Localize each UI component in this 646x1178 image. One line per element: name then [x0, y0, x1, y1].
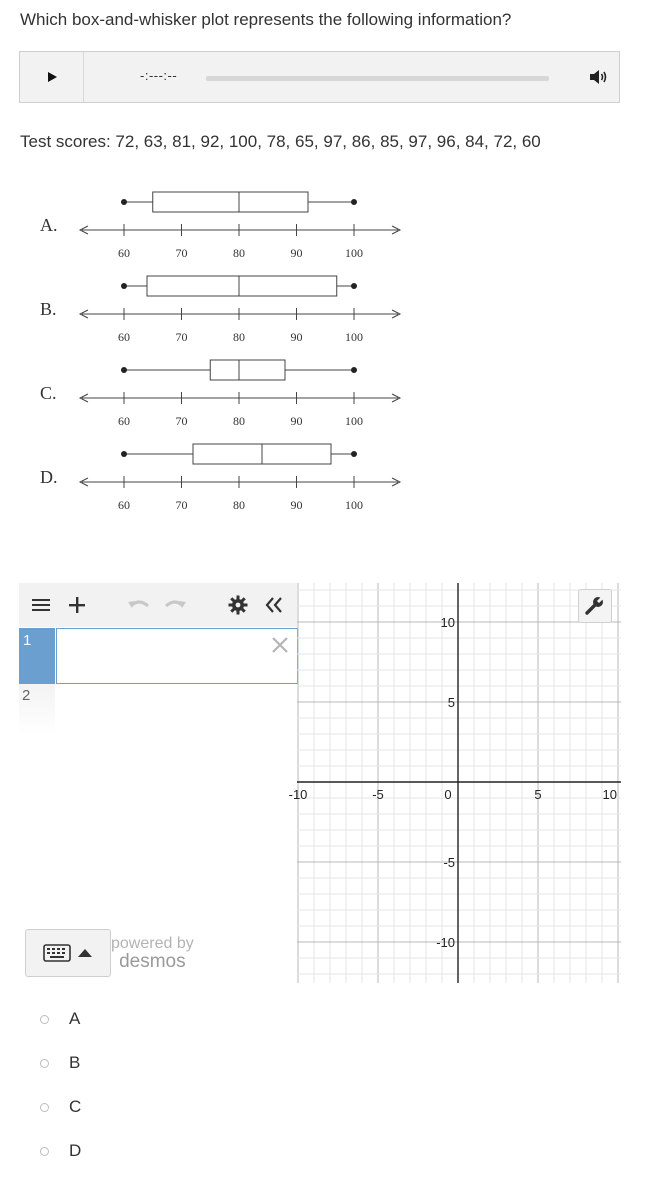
- plus-icon: [68, 596, 86, 614]
- choice-label: D: [69, 1141, 82, 1160]
- plot-letter: D.: [40, 467, 58, 487]
- tick-label: 100: [345, 246, 363, 260]
- menu-button[interactable]: [31, 593, 51, 617]
- double-chevron-left-icon: [264, 596, 284, 614]
- plot-letter: B.: [40, 299, 57, 319]
- choice-label: A: [69, 1009, 81, 1028]
- wrench-icon: [585, 596, 605, 616]
- tick-label: 70: [175, 498, 188, 512]
- plot-letter: C.: [40, 383, 57, 403]
- play-button[interactable]: [20, 52, 84, 102]
- tick-label: 90: [290, 246, 303, 260]
- play-icon: [46, 71, 58, 83]
- expression-input[interactable]: [56, 628, 298, 684]
- x-tick-label: -10: [288, 787, 308, 802]
- y-tick-label: 5: [447, 695, 455, 710]
- radio-button[interactable]: [40, 1059, 49, 1068]
- box-plot-4: [40, 444, 400, 512]
- choice-label: B: [69, 1053, 81, 1072]
- caret-up-icon: [77, 948, 93, 958]
- collapse-panel-button[interactable]: [263, 593, 285, 617]
- expression-row-2[interactable]: [19, 684, 297, 734]
- test-scores: Test scores: 72, 63, 81, 92, 100, 78, 65, 97, 86, 85, 97, 96, 84, 72, 60: [20, 132, 541, 151]
- x-tick-label: -5: [372, 787, 384, 802]
- desmos-logo-text: desmos: [119, 951, 186, 972]
- delete-expression-button[interactable]: [269, 634, 291, 656]
- volume-icon: [588, 66, 610, 88]
- tick-label: 90: [290, 414, 303, 428]
- y-tick-label: 10: [440, 615, 455, 630]
- maximum-point: [351, 199, 357, 205]
- maximum-point: [351, 451, 357, 457]
- choice-c[interactable]: [40, 1095, 81, 1119]
- tick-label: 80: [233, 498, 245, 512]
- tick-label: 70: [175, 330, 188, 344]
- settings-button[interactable]: [227, 593, 249, 617]
- tick-label: 100: [345, 414, 363, 428]
- quartile-box: [210, 360, 285, 380]
- choice-label: C: [69, 1097, 82, 1116]
- tick-label: 80: [233, 246, 245, 260]
- keyboard-toggle-button[interactable]: [25, 929, 111, 977]
- box-plot-3: [40, 360, 400, 428]
- y-tick-label: -5: [443, 855, 455, 870]
- tick-label: 60: [118, 414, 130, 428]
- radio-button[interactable]: [40, 1015, 49, 1024]
- expression-toolbar: [19, 583, 297, 627]
- redo-button[interactable]: [163, 593, 187, 617]
- expression-row-1[interactable]: [19, 628, 297, 684]
- audio-time: -:---:--: [140, 68, 178, 83]
- minimum-point: [121, 451, 127, 457]
- tick-label: 80: [233, 414, 245, 428]
- redo-icon: [163, 597, 187, 613]
- powered-by-desmos[interactable]: [111, 935, 194, 971]
- add-item-button[interactable]: [67, 593, 87, 617]
- radio-button[interactable]: [40, 1147, 49, 1156]
- desmos-calculator: [19, 583, 621, 983]
- tick-label: 60: [118, 498, 130, 512]
- maximum-point: [351, 367, 357, 373]
- row-number: 2: [19, 684, 55, 734]
- minimum-point: [121, 283, 127, 289]
- tick-label: 90: [290, 498, 303, 512]
- x-tick-label: 10: [602, 787, 617, 802]
- powered-by-text: powered by: [111, 935, 194, 952]
- menu-icon: [32, 597, 50, 613]
- box-plot-figure: [30, 180, 410, 520]
- question-text: Which box-and-whisker plot represents the following information?: [20, 10, 512, 29]
- graph-settings-button[interactable]: [578, 589, 612, 623]
- volume-button[interactable]: [588, 66, 610, 88]
- radio-button[interactable]: [40, 1103, 49, 1112]
- minimum-point: [121, 367, 127, 373]
- box-plot-2: [40, 276, 400, 344]
- tick-label: 60: [118, 330, 130, 344]
- x-tick-label: 5: [534, 787, 542, 802]
- undo-button[interactable]: [127, 593, 151, 617]
- expression-panel: [19, 583, 297, 983]
- quartile-box: [147, 276, 337, 296]
- tick-label: 90: [290, 330, 303, 344]
- choice-d[interactable]: [40, 1139, 81, 1163]
- maximum-point: [351, 283, 357, 289]
- y-tick-label: -10: [436, 935, 455, 950]
- choice-a[interactable]: [40, 1007, 80, 1031]
- x-tick-label: 0: [444, 787, 452, 802]
- row-number: 1: [19, 628, 55, 684]
- tick-label: 70: [175, 246, 188, 260]
- quartile-box: [153, 192, 308, 212]
- plot-letter: A.: [40, 215, 58, 235]
- choice-b[interactable]: [40, 1051, 80, 1075]
- tick-label: 60: [118, 246, 130, 260]
- audio-player: [19, 51, 620, 103]
- minimum-point: [121, 199, 127, 205]
- box-plot-1: [40, 192, 400, 260]
- gear-icon: [228, 595, 248, 615]
- tick-label: 100: [345, 330, 363, 344]
- graph-paper[interactable]: [288, 583, 621, 983]
- tick-label: 100: [345, 498, 363, 512]
- close-icon: [271, 636, 289, 654]
- keyboard-icon: [43, 944, 71, 962]
- undo-icon: [127, 597, 151, 613]
- audio-progress-track[interactable]: [206, 76, 549, 81]
- tick-label: 70: [175, 414, 188, 428]
- tick-label: 80: [233, 330, 245, 344]
